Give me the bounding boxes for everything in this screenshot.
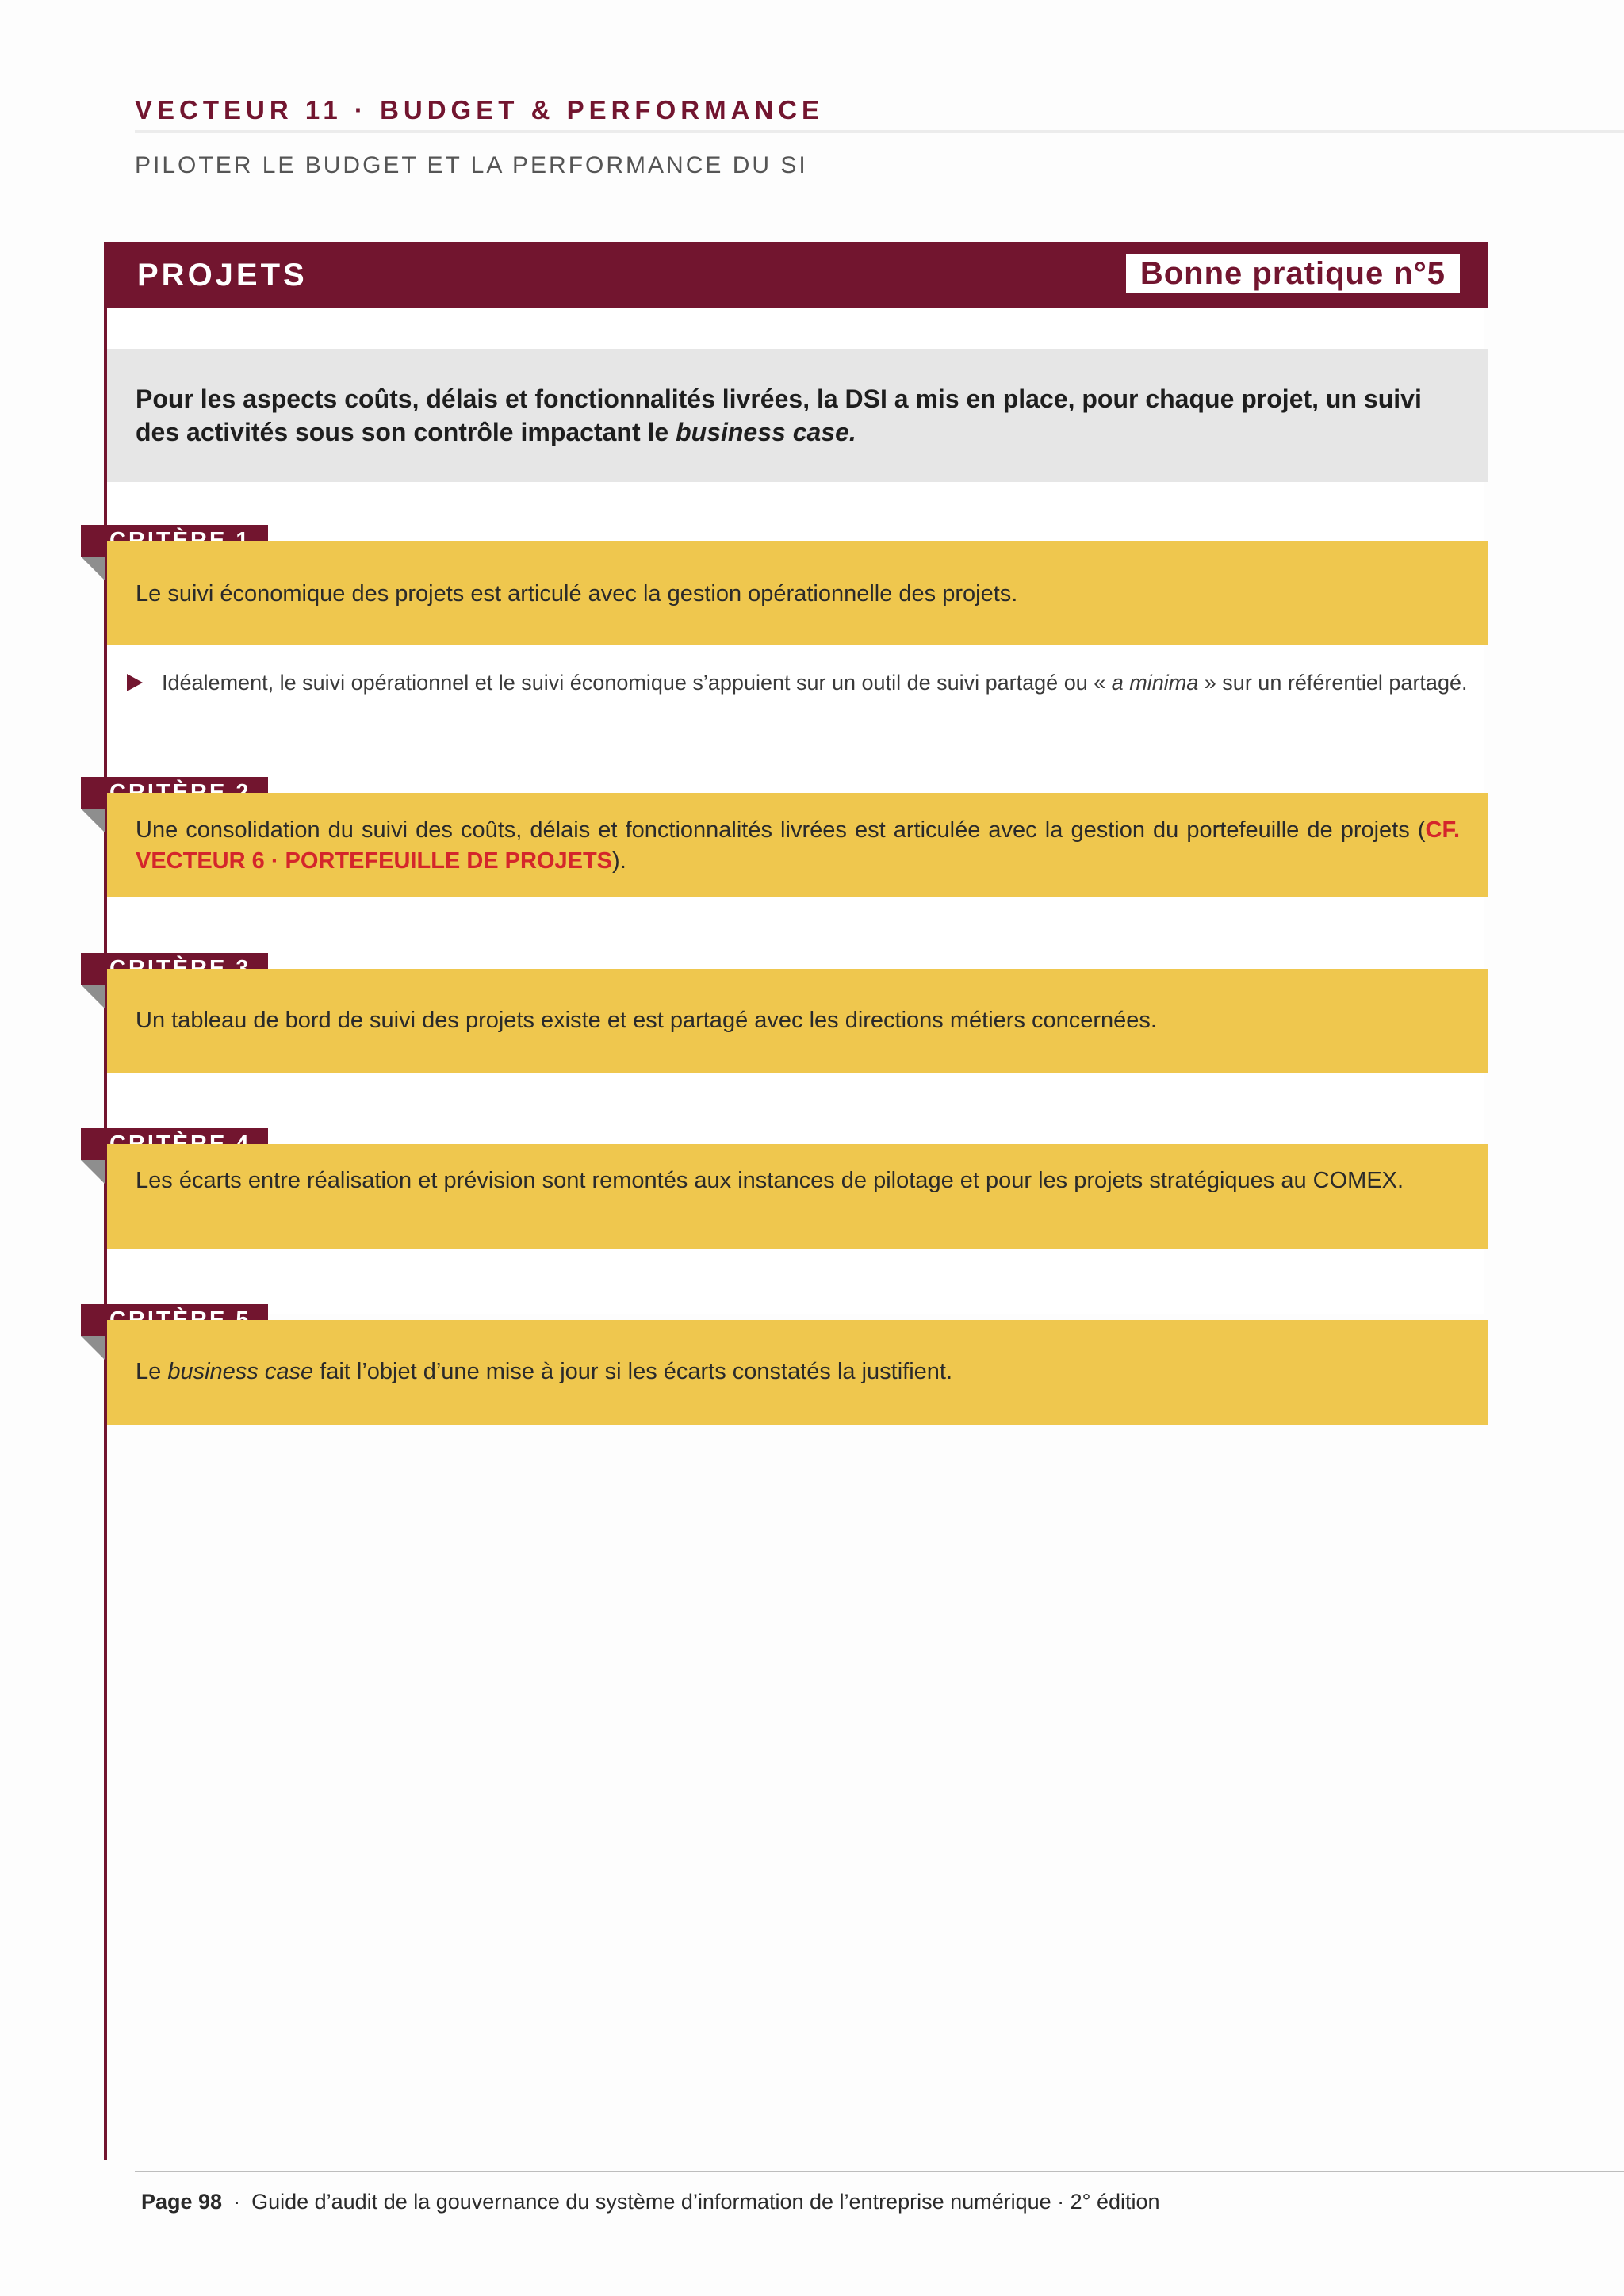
criterion-5-text: Le business case fait l’objet d’une mise à jour si les écarts constatés la justifient. (136, 1359, 953, 1384)
bullet-arrow-icon (127, 674, 143, 691)
criterion-4-text: Les écarts entre réalisation et prévision sont remontés aux instances de pilotage et pour les projets stratégiques au COMEX. (136, 1168, 1404, 1193)
best-practice-badge: Bonne pratique n°5 (1126, 254, 1460, 293)
tab-fold-shadow (81, 809, 105, 832)
tab-fold-shadow (81, 1336, 105, 1360)
footer-separator: · (233, 2190, 241, 2214)
section-title: PROJETS (137, 258, 308, 293)
criterion-3-text: Un tableau de bord de suivi des projets existe et est partagé avec les directions métiers concernées. (136, 1008, 1157, 1033)
vector-title: VECTEUR 11 · BUDGET & PERFORMANCE (135, 95, 825, 124)
intro-statement-box (107, 349, 1488, 482)
footer-divider (135, 2171, 1624, 2172)
publication-title: Guide d’audit de la gouvernance du système d’information de l’entreprise numérique · 2° édition (251, 2190, 1160, 2214)
section-header-bar (104, 242, 1488, 308)
criterion-5-box (107, 1320, 1488, 1425)
header-divider (135, 130, 1624, 133)
page-footer (141, 2190, 1160, 2214)
vector-subtitle: PILOTER LE BUDGET ET LA PERFORMANCE DU SI (135, 152, 808, 178)
criterion-2-box (107, 793, 1488, 897)
intro-statement: Pour les aspects coûts, délais et fonctionnalités livrées, la DSI a mis en place, pour chaque projet, un suivi des activités sous son contrôle impactant le business case. (136, 385, 1422, 446)
criterion-1-text: Le suivi économique des projets est articulé avec la gestion opérationnelle des projets. (136, 581, 1018, 607)
criterion-4-box (107, 1144, 1488, 1249)
tab-fold-shadow (81, 1160, 105, 1184)
page-number: Page 98 (141, 2190, 223, 2214)
criterion-3-box (107, 969, 1488, 1073)
criterion-1-note (127, 668, 1488, 698)
criterion-1-box (107, 541, 1488, 645)
cross-reference-link[interactable]: CF. VECTEUR 6 · PORTEFEUILLE DE PROJETS (136, 817, 1460, 874)
criterion-2-text: Une consolidation du suivi des coûts, délais et fonctionnalités livrées est articulée avec la gestion du portefeuille de projets (CF. VECTEUR 6 · PORTEFEUILLE DE PROJETS). (136, 817, 1460, 874)
criterion-1-note-text: Idéalement, le suivi opérationnel et le suivi économique s’appuient sur un outil de suivi partagé ou « a minima » sur un référentiel partagé. (162, 671, 1468, 695)
tab-fold-shadow (81, 985, 105, 1008)
tab-fold-shadow (81, 557, 105, 580)
